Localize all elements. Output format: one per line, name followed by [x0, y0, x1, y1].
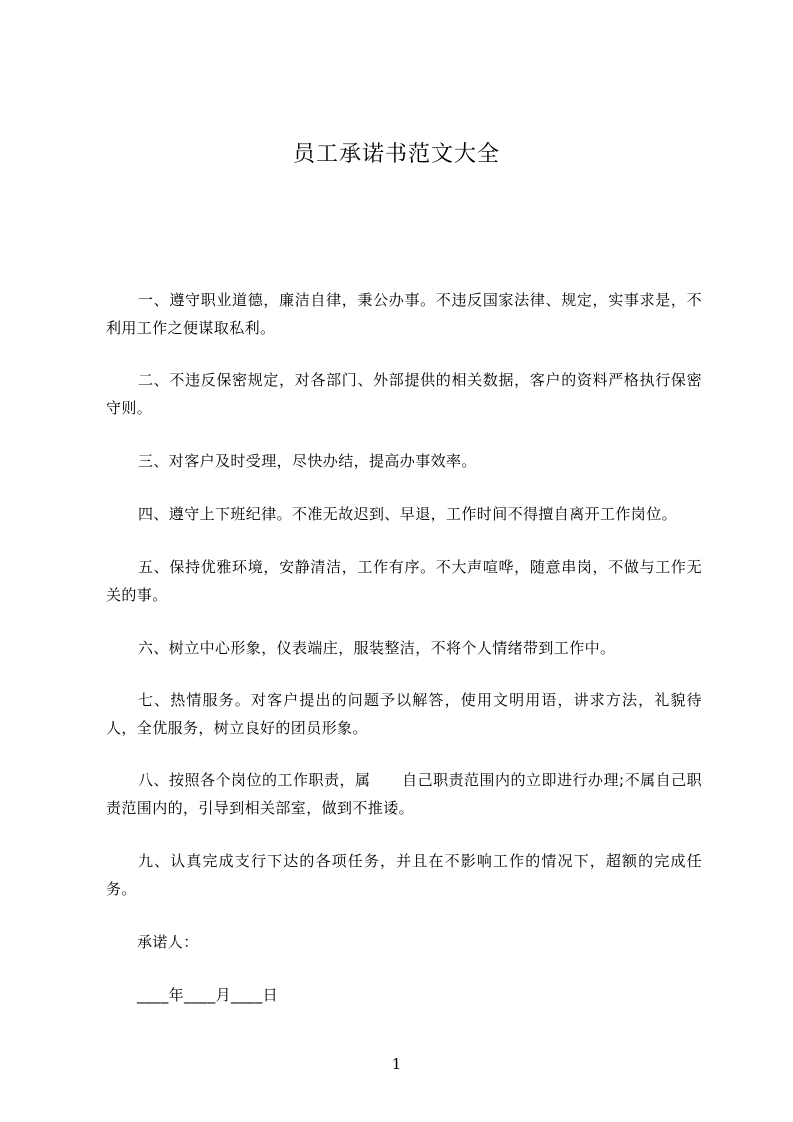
- paragraph-8: 八、按照各个岗位的工作职责，属 自己职责范围内的立即进行办理;不属自己职责范围内的，引导到相关部室，做到不推诿。: [106, 771, 702, 817]
- date-line: ____年____月____日: [137, 986, 279, 1004]
- paragraph-6: 六、树立中心形象，仪表端庄，服装整洁，不将个人情绪带到工作中。: [138, 639, 616, 657]
- paragraph-1: 一、遵守职业道德，廉洁自律，秉公办事。不违反国家法律、规定，实事求是，不利用工作之便谋取私利。: [106, 291, 702, 337]
- paragraph-7: 七、热情服务。对客户提出的问题予以解答，使用文明用语，讲求方法，礼貌待人，全优服务，树立良好的团员形象。: [106, 691, 702, 737]
- paragraph-4: 四、遵守上下班纪律。不准无故迟到、早退，工作时间不得擅自离开工作岗位。: [138, 505, 678, 523]
- page-number: 1: [391, 1055, 402, 1073]
- paragraph-5: 五、保持优雅环境，安静清洁，工作有序。不大声喧哗，随意串岗，不做与工作无关的事。: [106, 558, 702, 604]
- paragraph-3: 三、对客户及时受理，尽快办结，提高办事效率。: [138, 452, 477, 470]
- document-title: 员工承诺书范文大全: [292, 142, 500, 167]
- paragraph-2: 二、不违反保密规定，对各部门、外部提供的相关数据，客户的资料严格执行保密守则。: [106, 371, 702, 417]
- paragraph-9: 九、认真完成支行下达的各项任务，并且在不影响工作的情况下，超额的完成任务。: [106, 852, 702, 898]
- signer-label: 承诺人：: [137, 933, 199, 951]
